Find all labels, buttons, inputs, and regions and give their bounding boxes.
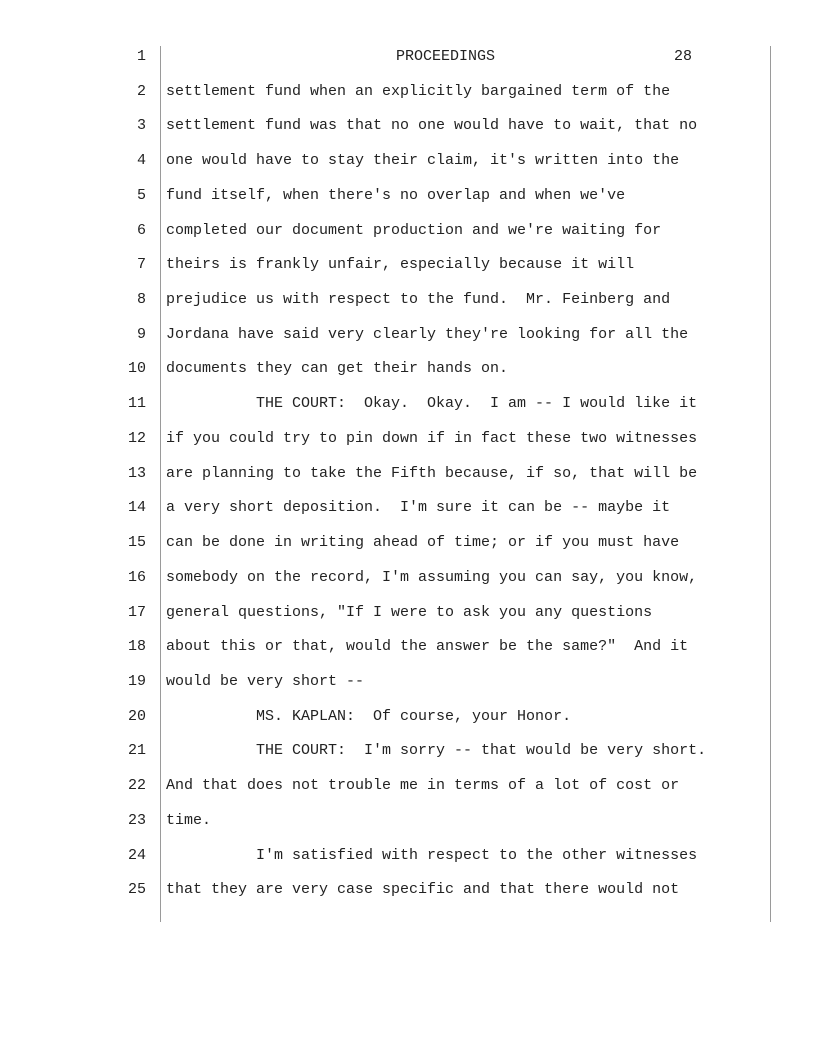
transcript-line [0,290,816,325]
line-text: fund itself, when there's no overlap and when we've [166,186,626,204]
line-text: THE COURT: Okay. Okay. I am -- I would like it [166,395,698,413]
transcript-line [0,603,816,638]
line-text: completed our document production and we're waiting for [166,221,662,239]
line-number: 7 [136,256,146,274]
line-number: 2 [136,82,146,100]
page-header-title: PROCEEDINGS [396,48,496,65]
line-number: 12 [127,429,146,447]
transcript-line [0,47,816,82]
line-text: general questions, "If I were to ask you any questions [166,603,653,621]
line-number: 10 [127,360,146,378]
line-number: 9 [136,325,146,343]
line-text: a very short deposition. I'm sure it can be -- maybe it [166,499,671,517]
page-number: 28 [674,48,693,65]
line-number: 25 [127,881,146,899]
transcript-line [0,186,816,221]
line-number: 15 [127,534,146,552]
line-text: settlement fund when an explicitly bargained term of the [166,82,671,100]
line-number: 21 [127,742,146,760]
line-text: Jordana have said very clearly they're looking for all the [166,325,689,343]
line-text: time. [166,811,212,829]
line-number: 23 [127,811,146,829]
line-number: 11 [127,395,146,413]
transcript-line [0,116,816,151]
transcript-line [0,880,816,915]
transcript-line [0,464,816,499]
line-number: 18 [127,638,146,656]
transcript-line [0,498,816,533]
transcript-line [0,325,816,360]
transcript-line [0,637,816,672]
transcript-line [0,221,816,256]
line-number: 22 [127,777,146,795]
line-number: 8 [136,291,146,309]
line-text: prejudice us with respect to the fund. Mr. Feinberg and [166,291,671,309]
line-text: settlement fund was that no one would have to wait, that no [166,117,698,135]
transcript-line [0,255,816,290]
line-text: are planning to take the Fifth because, if so, that will be [166,464,698,482]
line-text: can be done in writing ahead of time; or if you must have [166,534,680,552]
line-number: 13 [127,464,146,482]
line-text: that they are very case specific and that there would not [166,881,680,899]
transcript-line [0,151,816,186]
line-number: 1 [136,48,146,65]
line-number: 6 [136,221,146,239]
line-text: documents they can get their hands on. [166,360,509,378]
line-number: 16 [127,568,146,586]
line-text: somebody on the record, I'm assuming you can say, you know, [166,568,698,586]
line-number: 4 [136,152,146,170]
line-number: 3 [136,117,146,135]
line-text: I'm satisfied with respect to the other witnesses [166,846,698,864]
line-number: 14 [127,499,146,517]
line-text: THE COURT: I'm sorry -- that would be very short. [166,742,707,760]
transcript-line [0,533,816,568]
transcript-line [0,568,816,603]
line-number: 17 [127,603,146,621]
line-text: would be very short -- [166,672,365,690]
line-text: about this or that, would the answer be the same?" And it [166,638,689,656]
transcript-line [0,846,816,881]
line-number: 19 [127,672,146,690]
transcript-line [0,429,816,464]
transcript-line [0,707,816,742]
line-text: And that does not trouble me in terms of a lot of cost or [166,777,680,795]
transcript-line [0,776,816,811]
line-number: 5 [136,186,146,204]
transcript-line [0,82,816,117]
line-text: one would have to stay their claim, it's written into the [166,152,680,170]
transcript-line [0,359,816,394]
transcript-line [0,394,816,429]
line-number: 20 [127,707,146,725]
line-text: MS. KAPLAN: Of course, your Honor. [166,707,572,725]
line-text: if you could try to pin down if in fact these two witnesses [166,429,698,447]
transcript-line [0,741,816,776]
line-text: theirs is frankly unfair, especially because it will [166,256,635,274]
transcript-line [0,811,816,846]
transcript-line [0,672,816,707]
line-number: 24 [127,846,146,864]
